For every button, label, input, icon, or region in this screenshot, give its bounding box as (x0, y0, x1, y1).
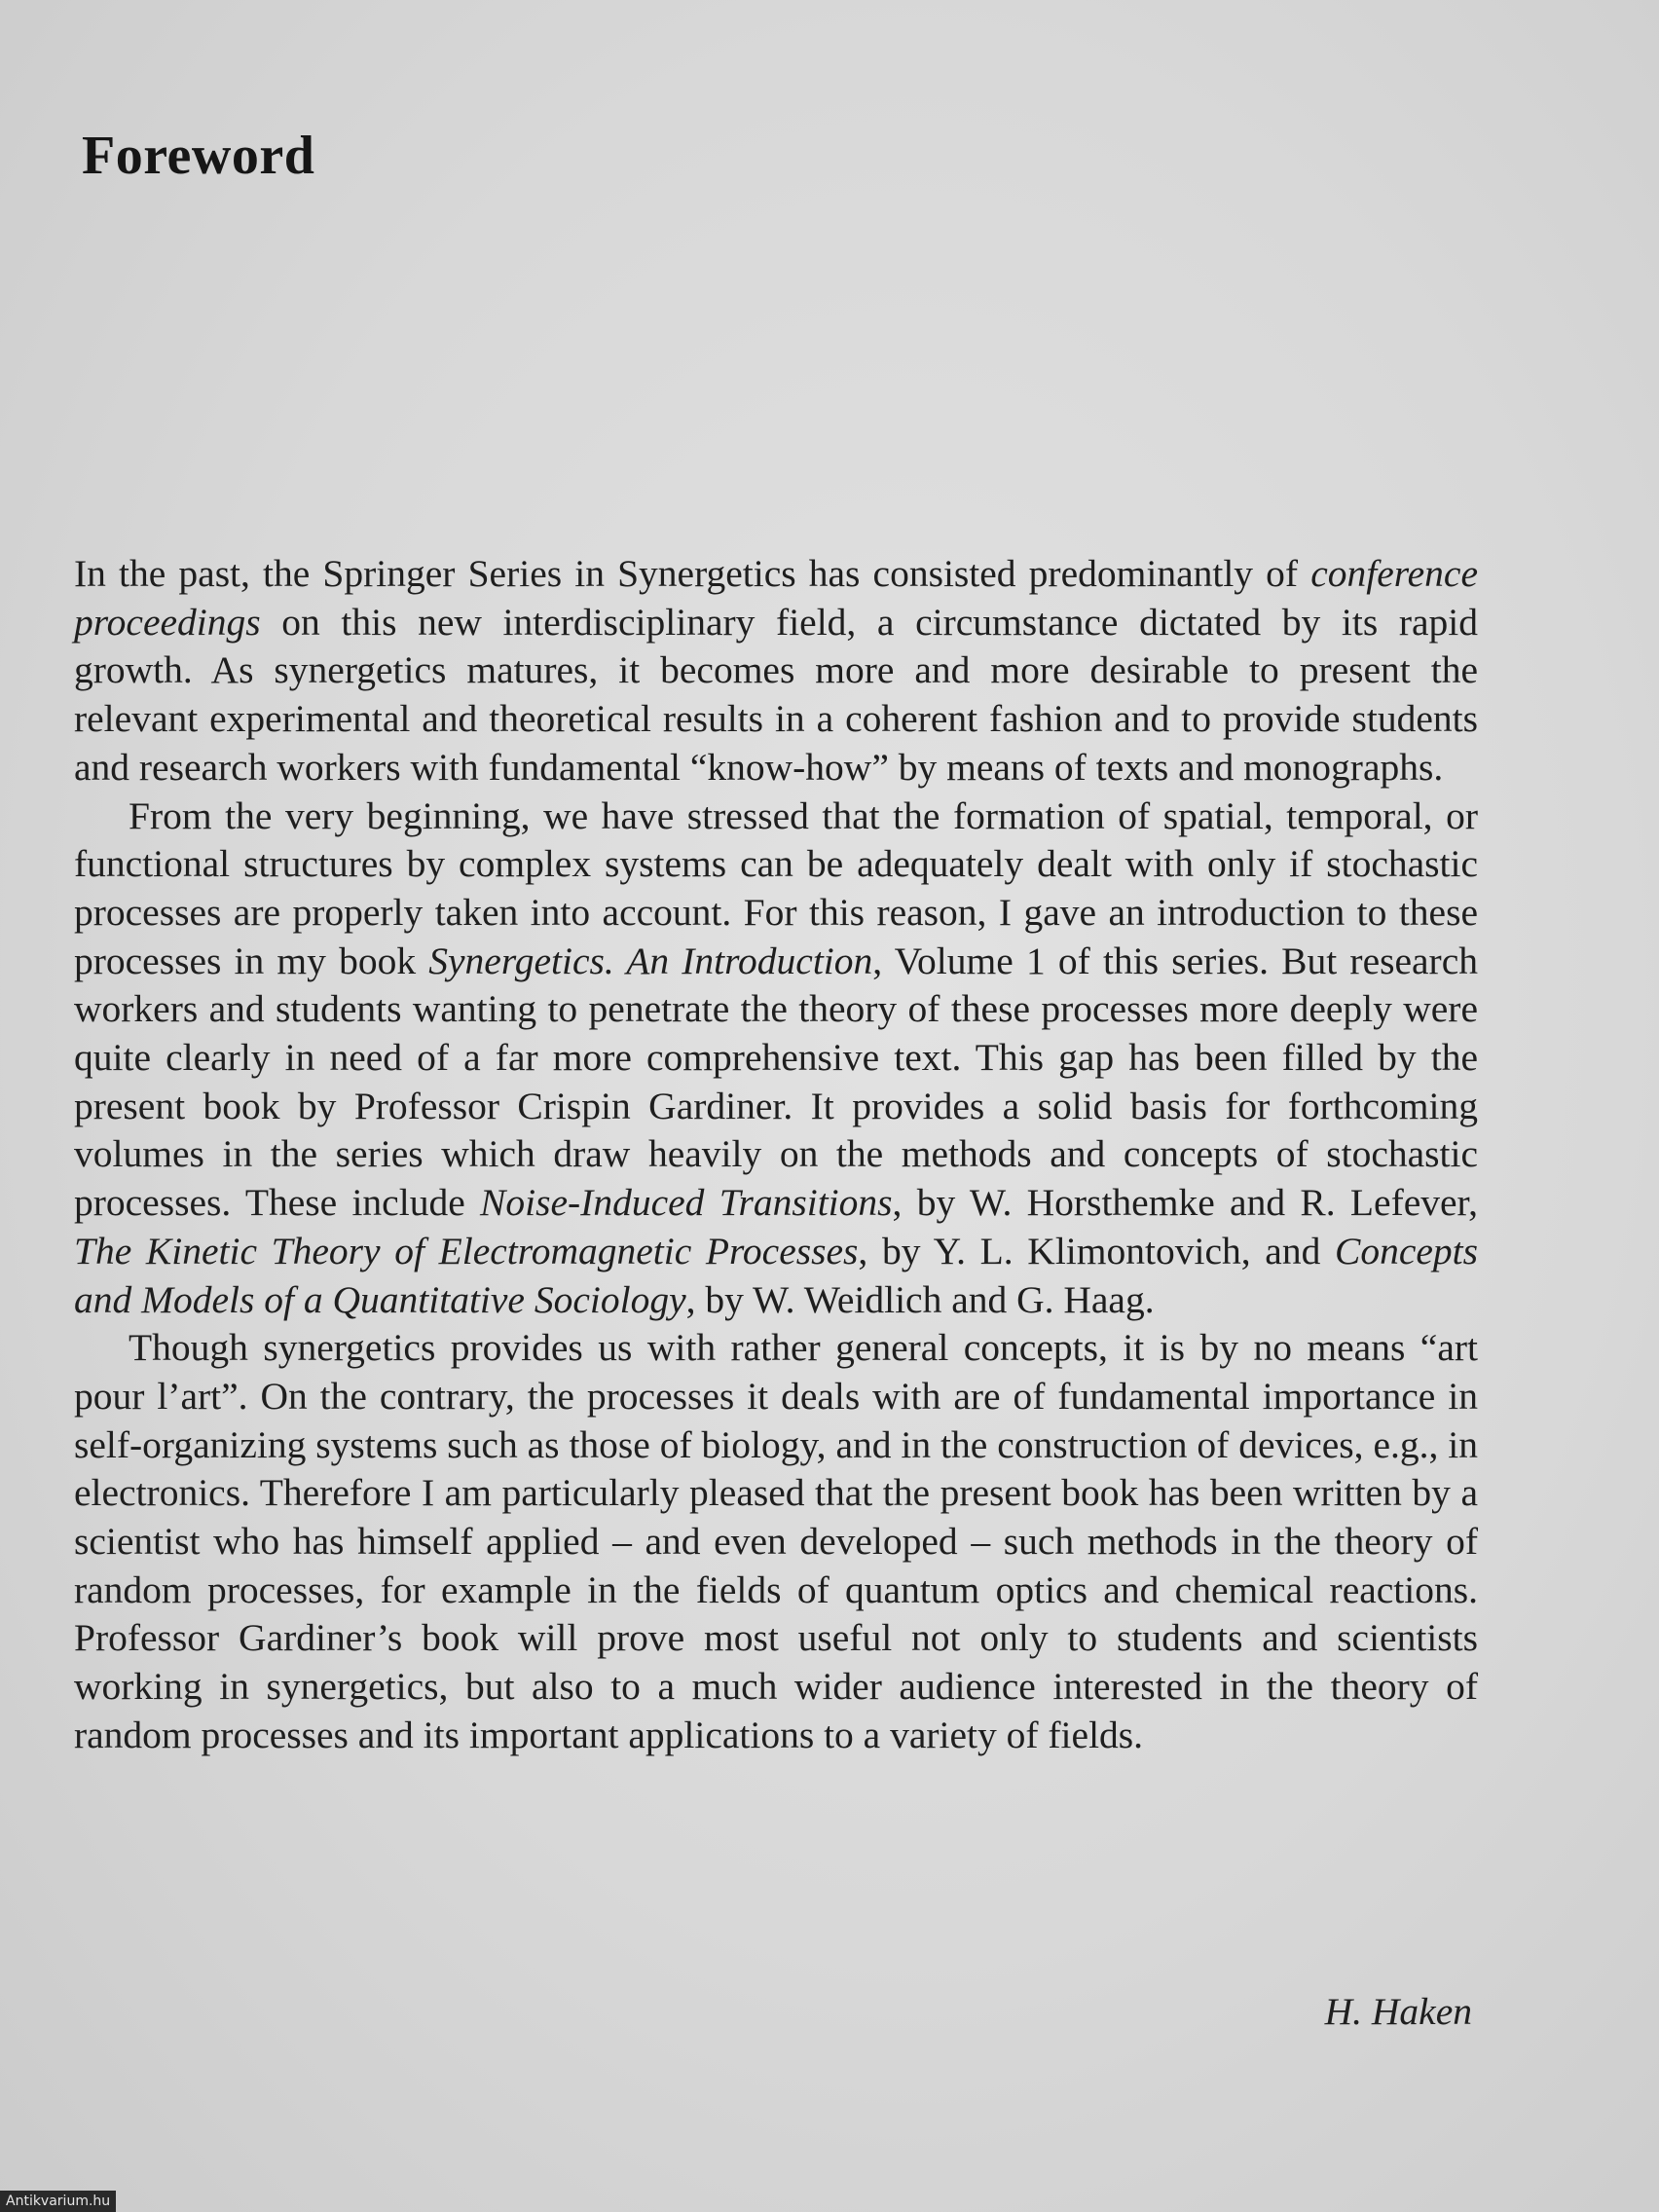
paragraph-1 (74, 550, 1478, 793)
italic-text-run: conference proceedings (74, 552, 1478, 644)
text-run: Though synergetics provides us with rather general concepts, it is by no means “art pour l’art”. On the contrary, the processes it deals with are of fundamental importance in self-organizing systems such as those of biology, and in the construction of devices, e.g., in electronics. Therefore I am particularly pleased that the present book has been written by a scientist who has himself applied – and even developed – such methods in the theory of random processes, for example in the fields of quantum optics and chemical reactions. Professor Gardiner’s book will prove most useful not only to students and scientists working in synergetics, but also to a much wider audience interested in the theory of random processes and its important applications to a variety of fields. (74, 1326, 1478, 1756)
author-signature: H. Haken (1324, 1990, 1472, 2033)
text-run: , by Y. L. Klimontovich, and (858, 1229, 1335, 1272)
text-run: , by W. Horsthemke and R. Lefever, (892, 1181, 1478, 1225)
italic-text-run: Noise-Induced Transitions (480, 1181, 893, 1225)
paragraph-3 (74, 1324, 1478, 1759)
italic-text-run: The Kinetic Theory of Electromagnetic Processes (74, 1229, 859, 1272)
italic-text-run: Concepts and Models of a Quantitative Sociology (74, 1229, 1479, 1321)
page-title: Foreword (82, 126, 315, 186)
source-watermark: Antikvarium.hu (0, 2191, 116, 2212)
text-run: From the very beginning, we have stressed that the formation of spatial, temporal, or functional structures by complex systems can be adequately dealt with only if stochastic processes are properly taken into account. For this reason, I gave an introduction to these processes in my book (74, 793, 1478, 982)
text-run: , Volume 1 of this series. But research workers and students wanting to penetrate the theory of these processes more deeply were quite clearly in need of a far more comprehensive text. This gap has been filled by the present book by Professor Crispin Gardiner. It provides a solid basis for forthcoming volumes in the series which draw heavily on the methods and concepts of stochastic processes. These include (74, 939, 1478, 1225)
text-run: on this new interdisciplinary field, a circumstance dictated by its rapid growth. As synergetics matures, it becomes more and more desirable to present the relevant experimental and theoretical results in a coherent fashion and to provide students and research workers with fundamental “know-how” by means of texts and monographs. (74, 600, 1478, 789)
text-run: , by W. Weidlich and G. Haag. (685, 1277, 1155, 1321)
paragraph-2 (74, 793, 1478, 1325)
italic-text-run: Synergetics. An Introduction (428, 939, 873, 982)
foreword-body (74, 550, 1478, 1760)
text-run: In the past, the Springer Series in Synergetics has consisted predominantly of (74, 552, 1311, 595)
